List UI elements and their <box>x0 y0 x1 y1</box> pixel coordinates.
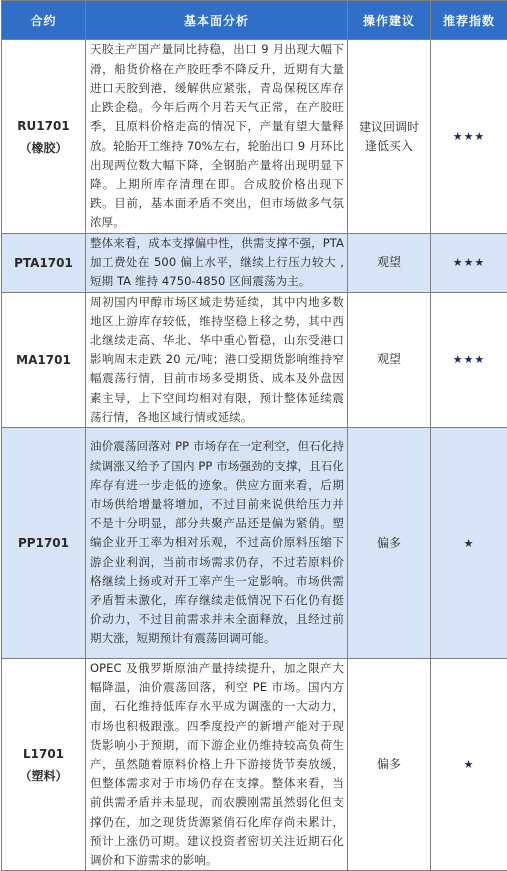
analysis-cell: 整体来看，成本支撑偏中性，供需支撑不强，PTA 加工费处在 500 偏上水平，继续上行压力较大 ,短期 TA 维持 4750-4850 区间震荡为主。 <box>86 234 348 293</box>
contract-code: L1701 <box>2 743 85 765</box>
analysis-cell: 周初国内甲醇市场区域走势延续，其中内地多数地区上游库存较低，维持坚稳上移之势，其中西北继续走高、华北、华中重心暂稳，山东受港口影响周末走跌 20 元/吨；港口受期货影响维持窄幅震荡行情，目前市场多受期货、成本及外盘因素主导，上下空间均相对有限，预计整体延续震荡行情，各地区域行情或延续。 <box>86 292 348 427</box>
advice-cell: 观望 <box>348 292 431 427</box>
contract-code: PP1701 <box>2 532 85 554</box>
contract-code: MA1701 <box>2 349 85 371</box>
rating-stars: ★★★ <box>431 40 507 234</box>
contract-cell <box>2 659 86 871</box>
rating-stars: ★★★ <box>431 234 507 293</box>
recommendation-table <box>1 0 507 871</box>
table-row <box>2 40 507 234</box>
advice-cell: 建议回调时逢低买入 <box>348 40 431 234</box>
contract-cell <box>2 428 86 659</box>
header-analysis: 基本面分析 <box>86 1 348 40</box>
header-contract: 合约 <box>2 1 86 40</box>
header-advice: 操作建议 <box>348 1 431 40</box>
contract-cell <box>2 40 86 234</box>
table-row <box>2 428 507 659</box>
table-row <box>2 659 507 871</box>
analysis-cell: OPEC 及俄罗斯原油产量持续提升，加之限产大幅降温，油价震荡回落，利空 PE 市场。国内方面，石化维持低库存水平成为调涨的一大动力，市场也积极跟涨。四季度投产的新增产能对于现货影响小于预期，而下游企业仍维持较高负荷生产，虽然随着原料价格上升下游接货节奏放缓，但整体需求对于市场仍存在支撑。整体来看，当前供需矛盾并未显现，而农膜刚需虽然弱化但支撑仍在，加之现货货源紧俏石化库存尚未累计，预计上涨仍可期。建议投资者密切关注近期石化调价和下游需求的影响。 <box>86 659 348 871</box>
rating-stars: ★ <box>431 659 507 871</box>
contract-code: RU1701 <box>2 115 85 137</box>
rating-stars: ★ <box>431 428 507 659</box>
advice-cell: 偏多 <box>348 428 431 659</box>
rating-stars: ★★★ <box>431 292 507 427</box>
contract-code: PTA1701 <box>2 252 85 274</box>
analysis-cell: 天胶主产国产量同比持稳，出口 9 月出现大幅下滑，船货价格在产胶旺季不降反升，近期有大量进口天胶到港，缓解供应紧张，青岛保税区库存止跌企稳。今年后两个月若天气正常，在产胶旺季，且原料价格走高的情况下，产量有望大量释放。轮胎开工维持 70%左右，轮胎出口 9 月环比出现两位数大幅下降，全钢胎产量将出现明显下降。上期所库存清理在即。合成胶价格出现下跌。目前，基本面矛盾不突出，但市场做多气氛浓厚。 <box>86 40 348 234</box>
analysis-cell: 油价震荡回落对 PP 市场存在一定利空，但石化持续调涨又给予了国内 PP 市场强劲的支撑，且石化库存有进一步走低的迹象。供应方面来看，后期市场供给增量将增加，不过目前来说供给压力并不是十分明显，部分共聚产品还是偏为紧俏。塑编企业开工率为相对乐观，不过高价原料压缩下游企业利润，当前市场需求仍存，不过若原料价格继续上扬或对开工率产生一定影响。市场供需矛盾暂未激化，库存继续走低情况下石化仍有挺价动力，不过目前需求并未全面释放，且经过前期大涨，短期预计有震荡回调可能。 <box>86 428 348 659</box>
contract-cell <box>2 234 86 293</box>
contract-name: （塑料） <box>2 765 85 787</box>
advice-cell: 偏多 <box>348 659 431 871</box>
contract-cell <box>2 292 86 427</box>
contract-name: （橡胶） <box>2 137 85 159</box>
header-rating: 推荐指数 <box>431 1 507 40</box>
table-header-row <box>2 1 507 40</box>
table-row <box>2 234 507 293</box>
advice-cell: 观望 <box>348 234 431 293</box>
table-row <box>2 292 507 427</box>
